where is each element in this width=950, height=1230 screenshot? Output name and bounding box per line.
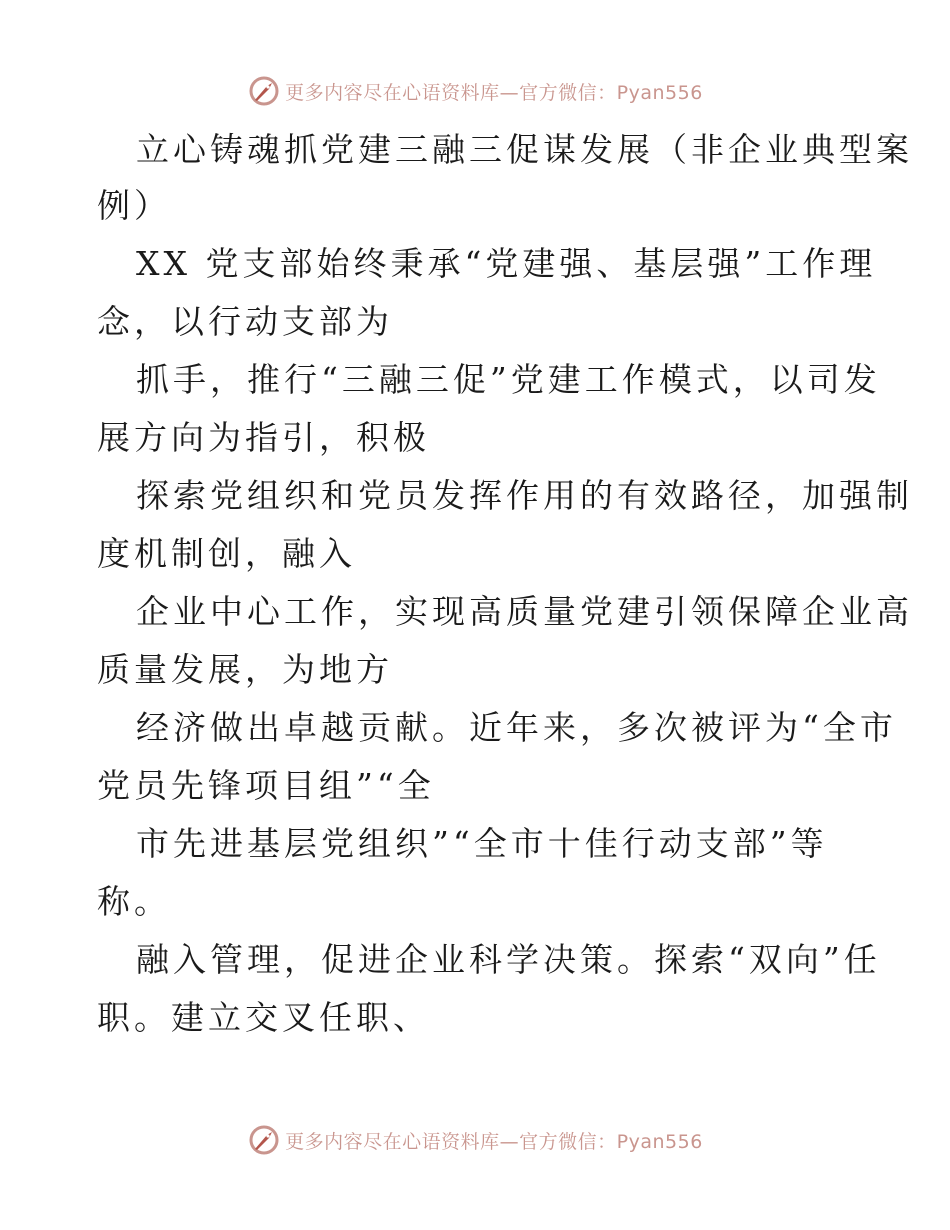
- text-line: 展方向为指引，积极: [97, 418, 430, 457]
- text-line: 立心铸魂抓党建三融三促谋发展（非企业典型案: [136, 130, 913, 169]
- pen-nib-logo-icon: [247, 1123, 281, 1157]
- text-line: XX 党支部始终秉承“党建强、基层强”工作理: [136, 244, 877, 283]
- text-line: 质量发展，为地方: [97, 650, 393, 689]
- text-line: 例）: [97, 186, 171, 225]
- text-line: 企业中心工作，实现高质量党建引领保障企业高: [136, 592, 913, 631]
- text-line: 称。: [97, 882, 171, 921]
- header-watermark: [0, 71, 950, 111]
- footer-watermark: [0, 1120, 950, 1160]
- text-line: 探索党组织和党员发挥作用的有效路径，加强制: [136, 476, 913, 515]
- text-line: 抓手，推行“三融三促”党建工作模式，以司发: [136, 360, 881, 399]
- text-line: 经济做出卓越贡献。近年来，多次被评为“全市: [136, 708, 897, 747]
- text-line: 度机制创，融入: [97, 534, 356, 573]
- text-line: 党员先锋项目组”“全: [97, 766, 435, 805]
- watermark-text: 更多内容尽在心语资料库—官方微信：Pyan556: [285, 81, 703, 104]
- watermark-text: 更多内容尽在心语资料库—官方微信：Pyan556: [285, 1130, 703, 1153]
- text-line: 融入管理，促进企业科学决策。探索“双向”任: [136, 940, 881, 979]
- text-line: 市先进基层党组织”“全市十佳行动支部”等: [136, 824, 828, 863]
- text-line: 职。建立交叉任职、: [97, 998, 430, 1037]
- text-line: 念，以行动支部为: [97, 302, 393, 341]
- pen-nib-logo-icon: [247, 74, 281, 108]
